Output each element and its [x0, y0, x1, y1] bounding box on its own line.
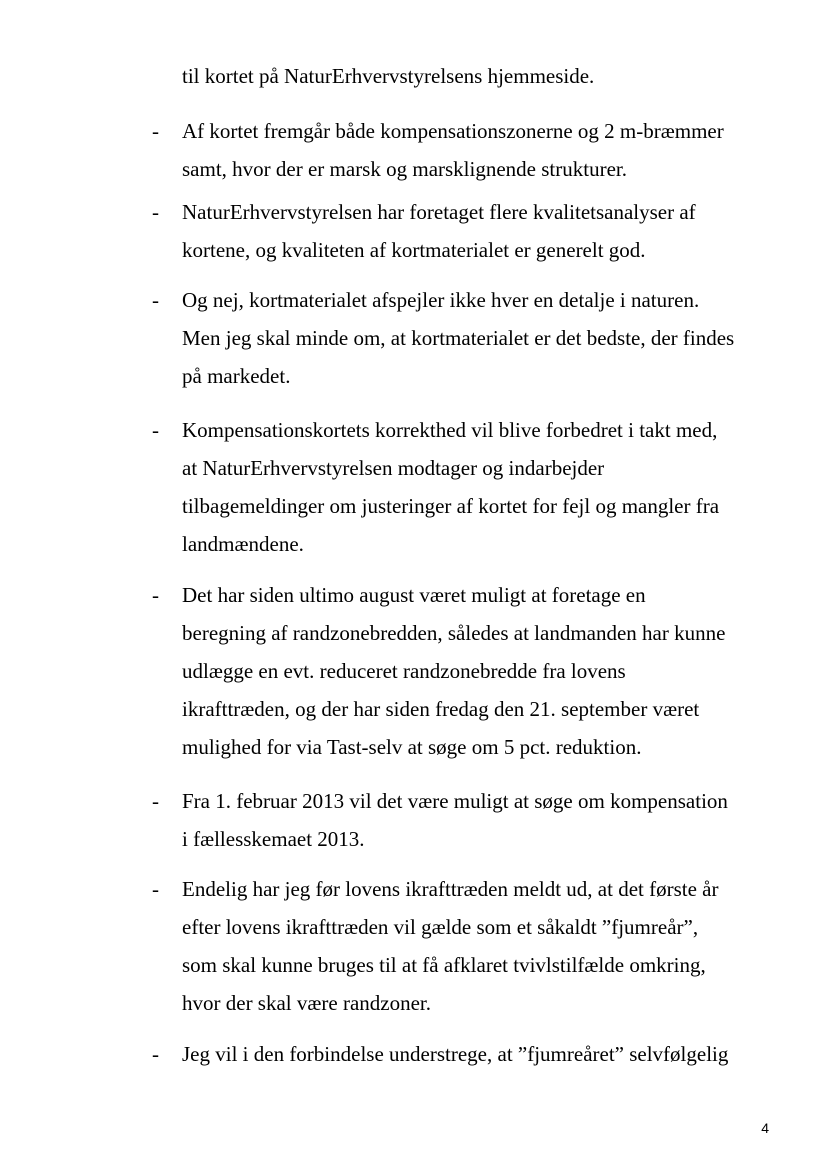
bullet-text: [182, 411, 782, 563]
bullet-text: [182, 281, 782, 395]
text-line: udlægge en evt. reduceret randzonebredde fra lovens: [182, 659, 626, 683]
bullet-text: [182, 870, 782, 1022]
text-line: Og nej, kortmaterialet afspejler ikke hver en detalje i naturen.: [182, 288, 700, 312]
bullet-dash: -: [152, 877, 159, 901]
text-line: Jeg vil i den forbindelse understrege, at ”fjumreåret” selvfølgelig: [182, 1042, 729, 1066]
text-line: Endelig har jeg før lovens ikrafttræden meldt ud, at det første år: [182, 877, 719, 901]
text-line: Kompensationskortets korrekthed vil blive forbedret i takt med,: [182, 418, 718, 442]
text-line: Fra 1. februar 2013 vil det være muligt at søge om kompensation: [182, 789, 728, 813]
bullet-dash: -: [152, 583, 159, 607]
text-line: mulighed for via Tast-selv at søge om 5 pct. reduktion.: [182, 735, 642, 759]
text-line: tilbagemeldinger om justeringer af kortet for fejl og mangler fra: [182, 494, 720, 518]
bullet-text: [182, 782, 782, 858]
bullet-text: [182, 112, 782, 188]
bullet-text: [182, 576, 782, 766]
bullet-text: [182, 1035, 782, 1073]
text-line: Det har siden ultimo august været muligt at foretage en: [182, 583, 646, 607]
bullet-dash: -: [152, 418, 159, 442]
bullet-dash: -: [152, 1042, 159, 1066]
bullet-text: [182, 193, 782, 269]
continuation-paragraph: til kortet på NaturErhvervstyrelsens hjemmeside.: [182, 64, 595, 88]
bullet-dash: -: [152, 789, 159, 813]
bullet-dash: -: [152, 119, 159, 143]
text-line: efter lovens ikrafttræden vil gælde som et såkaldt ”fjumreår”,: [182, 915, 699, 939]
text-line: Af kortet fremgår både kompensationszonerne og 2 m-bræmmer: [182, 119, 724, 143]
text-line: kortene, og kvaliteten af kortmaterialet er generelt god.: [182, 238, 646, 262]
text-line: landmændene.: [182, 532, 304, 556]
text-line: på markedet.: [182, 364, 291, 388]
text-line: i fællesskemaet 2013.: [182, 827, 365, 851]
text-line: NaturErhvervstyrelsen har foretaget flere kvalitetsanalyser af: [182, 200, 696, 224]
bullet-dash: -: [152, 288, 159, 312]
text-line: beregning af randzonebredden, således at landmanden har kunne: [182, 621, 726, 645]
text-line: ikrafttræden, og der har siden fredag den 21. september været: [182, 697, 700, 721]
bullet-dash: -: [152, 200, 159, 224]
text-line: som skal kunne bruges til at få afklaret tvivlstilfælde omkring,: [182, 953, 706, 977]
text-line: hvor der skal være randzoner.: [182, 991, 431, 1015]
page-number: 4: [761, 1120, 769, 1136]
text-line: samt, hvor der er marsk og marsklignende strukturer.: [182, 157, 627, 181]
text-line: at NaturErhvervstyrelsen modtager og indarbejder: [182, 456, 605, 480]
text-line: Men jeg skal minde om, at kortmaterialet er det bedste, der findes: [182, 326, 735, 350]
